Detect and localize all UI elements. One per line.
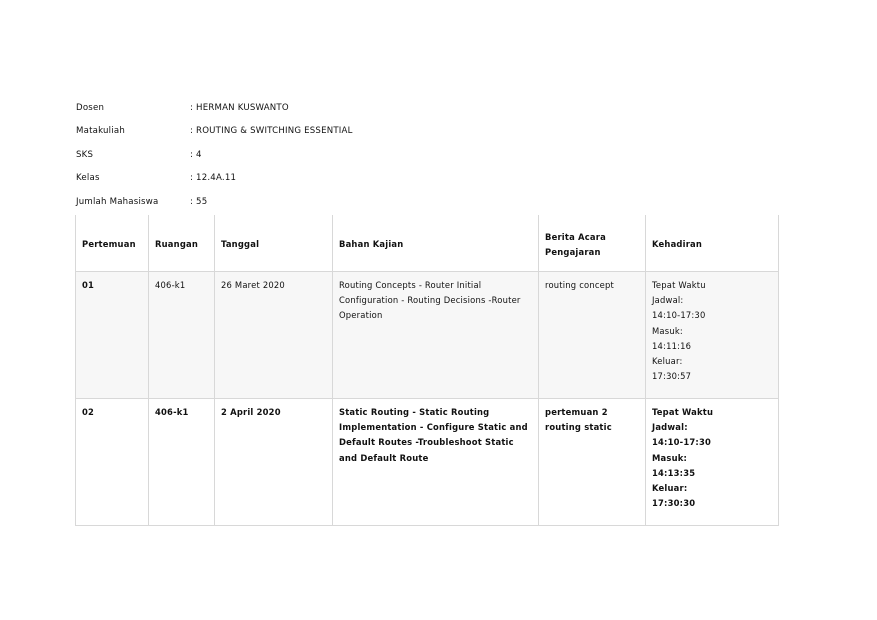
table-row bbox=[76, 399, 779, 526]
info-label: SKS bbox=[76, 149, 94, 160]
table-row bbox=[76, 272, 779, 399]
cell-kehadiran bbox=[646, 272, 779, 399]
info-label: Kelas bbox=[76, 173, 100, 184]
info-value: : ROUTING & SWITCHING ESSENTIAL bbox=[190, 126, 353, 137]
cell-kehadiran bbox=[646, 399, 779, 526]
kehadiran-jadwal-value: 14:10-17:30 bbox=[652, 437, 711, 448]
info-label: Dosen bbox=[76, 102, 105, 113]
cell-berita-acara: routing concept bbox=[539, 272, 646, 399]
kehadiran-jadwal-label: Jadwal: bbox=[652, 295, 684, 306]
info-row-matakuliah bbox=[76, 120, 353, 144]
kehadiran-status: Tepat Waktu bbox=[652, 407, 714, 417]
kehadiran-status: Tepat Waktu bbox=[652, 280, 706, 290]
table-header-row bbox=[76, 215, 779, 272]
info-row-kelas bbox=[76, 167, 353, 191]
cell-tanggal: 2 April 2020 bbox=[215, 399, 333, 526]
cell-berita-acara: pertemuan 2 routing static bbox=[539, 399, 646, 526]
kehadiran-jadwal-label: Jadwal: bbox=[652, 422, 688, 433]
kehadiran-keluar-value: 17:30:30 bbox=[652, 498, 696, 509]
course-info bbox=[76, 96, 353, 214]
kehadiran-masuk-label: Masuk: bbox=[652, 325, 683, 336]
cell-pertemuan: 01 bbox=[76, 272, 149, 399]
header-berita-acara bbox=[539, 215, 646, 272]
header-tanggal: Tanggal bbox=[215, 215, 333, 272]
info-value: : 55 bbox=[190, 196, 208, 207]
cell-bahan-kajian: Static Routing - Static Routing Implementation - Configure Static and Default Routes -Troubleshoot Static and Default Route bbox=[333, 399, 539, 526]
attendance-table bbox=[75, 215, 779, 526]
kehadiran-jadwal-value: 14:10-17:30 bbox=[652, 310, 706, 321]
kehadiran-masuk-value: 14:13:35 bbox=[652, 467, 696, 478]
kehadiran-masuk-label: Masuk: bbox=[652, 452, 688, 463]
header-kehadiran: Kehadiran bbox=[646, 215, 779, 272]
cell-pertemuan: 02 bbox=[76, 399, 149, 526]
cell-tanggal: 26 Maret 2020 bbox=[215, 272, 333, 399]
info-row-jumlah-mahasiswa bbox=[76, 190, 353, 214]
kehadiran-keluar-value: 17:30:57 bbox=[652, 371, 692, 382]
header-ruangan: Ruangan bbox=[149, 215, 215, 272]
info-value: : HERMAN KUSWANTO bbox=[190, 102, 289, 113]
header-berita-line-1: Berita Acara bbox=[545, 231, 606, 242]
header-pertemuan: Pertemuan bbox=[76, 215, 149, 272]
cell-ruangan: 406-k1 bbox=[149, 399, 215, 526]
info-value: : 4 bbox=[190, 149, 202, 160]
info-row-dosen bbox=[76, 96, 353, 120]
info-label: Jumlah Mahasiswa bbox=[76, 196, 159, 207]
info-row-sks bbox=[76, 143, 353, 167]
info-label: Matakuliah bbox=[76, 126, 125, 137]
kehadiran-keluar-label: Keluar: bbox=[652, 356, 683, 367]
header-berita-line-2: Pengajaran bbox=[545, 247, 601, 257]
header-bahan-kajian: Bahan Kajian bbox=[333, 215, 539, 272]
cell-ruangan: 406-k1 bbox=[149, 272, 215, 399]
info-value: : 12.4A.11 bbox=[190, 173, 237, 184]
cell-bahan-kajian: Routing Concepts - Router Initial Configuration - Routing Decisions -Router Operation bbox=[333, 272, 539, 399]
kehadiran-keluar-label: Keluar: bbox=[652, 483, 688, 494]
kehadiran-masuk-value: 14:11:16 bbox=[652, 340, 692, 351]
